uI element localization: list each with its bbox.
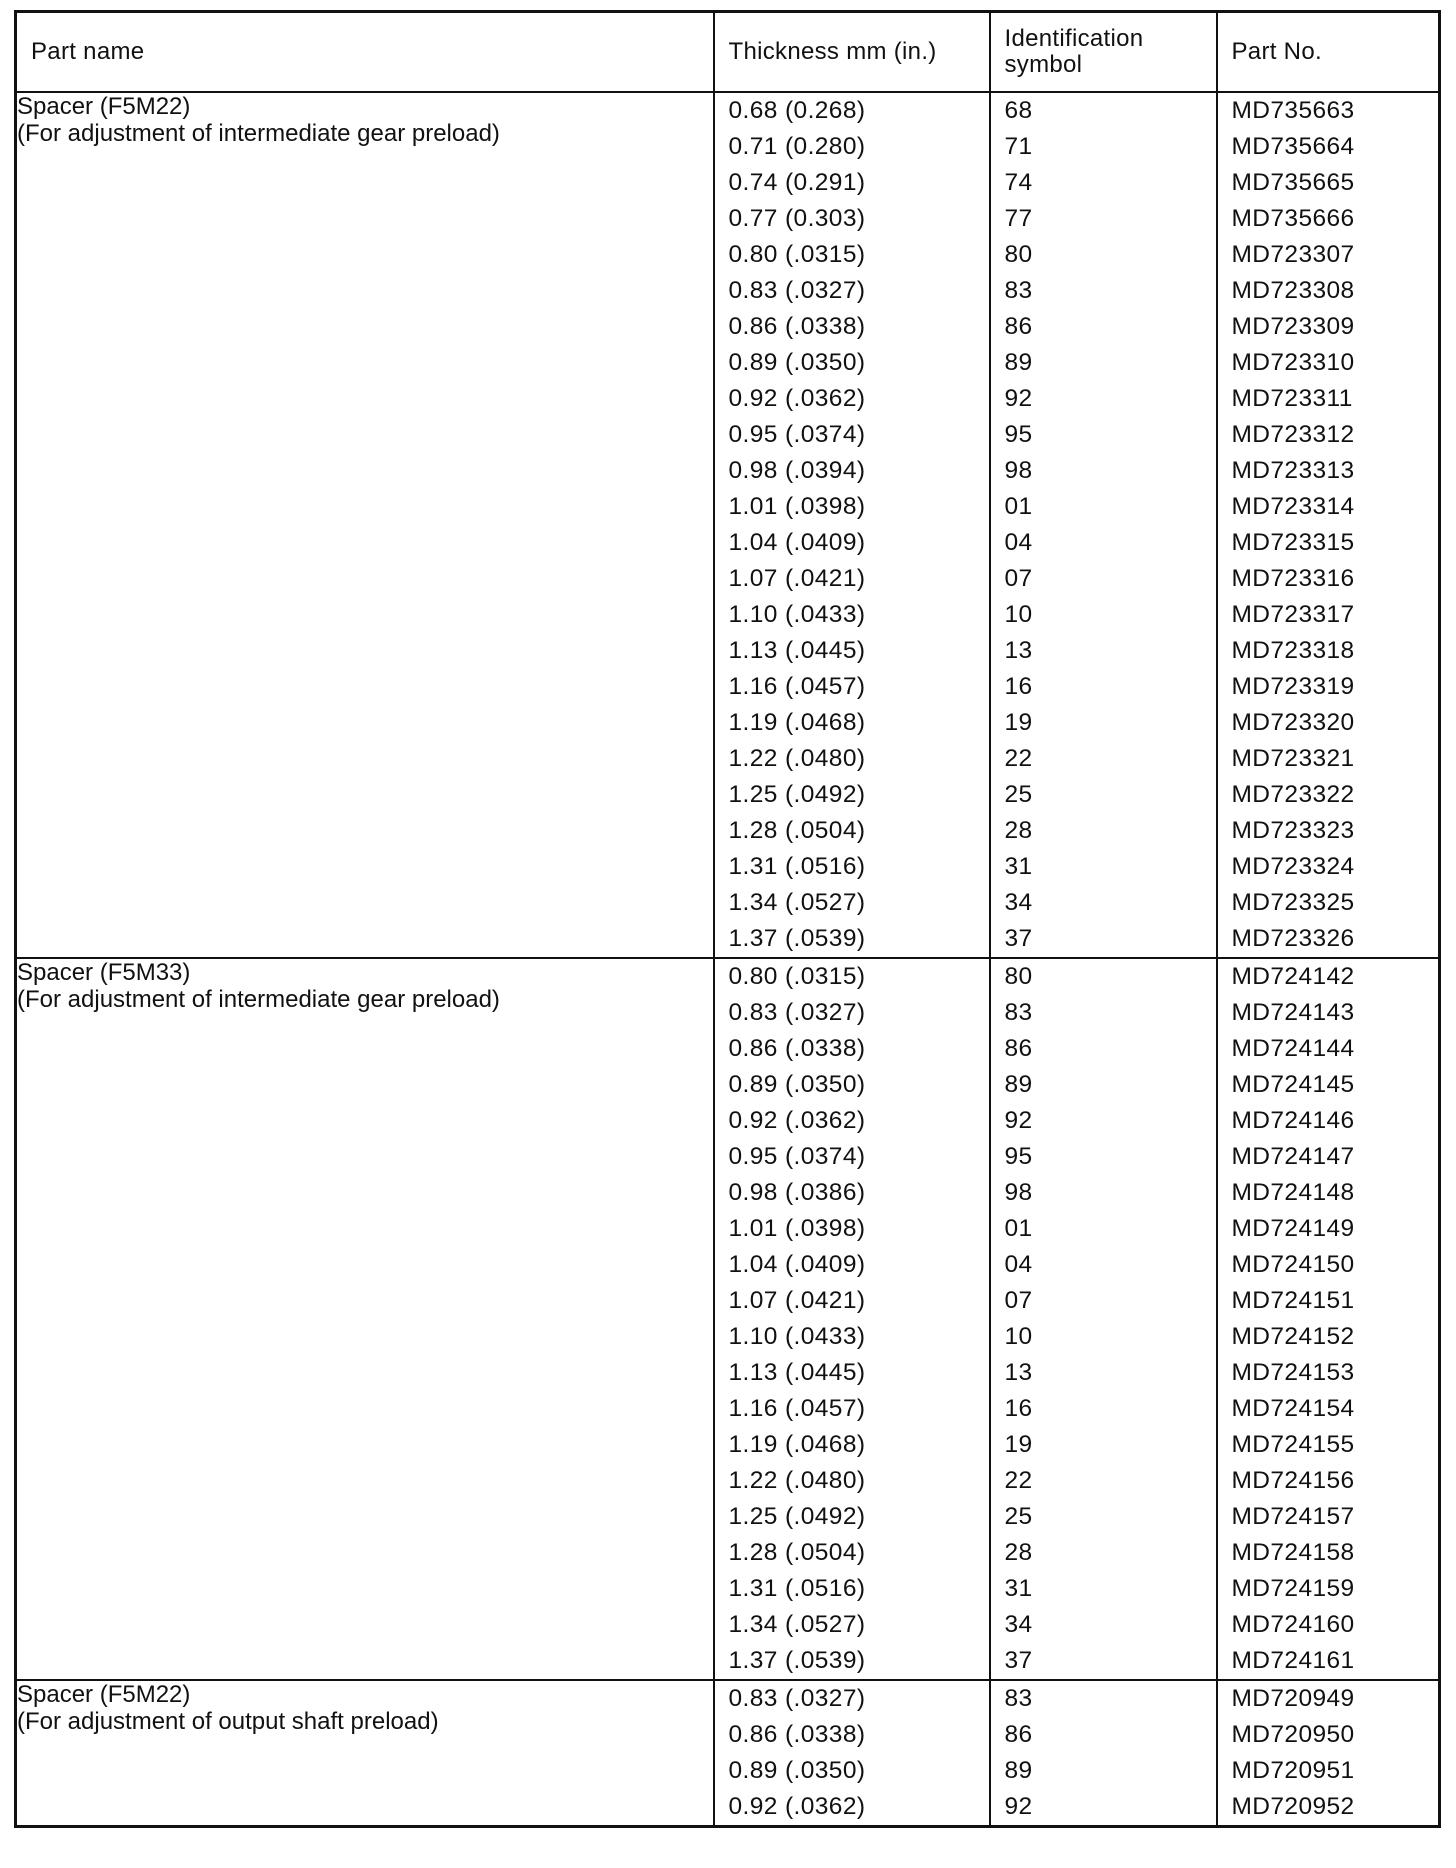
thickness-list bbox=[715, 1681, 989, 1825]
thickness-value: 0.98 (.0394) bbox=[728, 457, 866, 484]
part-number-value: MD724151 bbox=[1231, 1287, 1355, 1314]
identification-symbol-value: 25 bbox=[1004, 1503, 1033, 1530]
spacer-group-row bbox=[16, 92, 1440, 958]
header-identification-symbol bbox=[990, 12, 1217, 93]
header-thickness-label: Thickness mm (in.) bbox=[728, 38, 937, 65]
part-number-value: MD724156 bbox=[1231, 1467, 1355, 1494]
thickness-value: 1.04 (.0409) bbox=[728, 529, 866, 556]
identification-symbol-value: 83 bbox=[1004, 1685, 1033, 1712]
part-number-value: MD735663 bbox=[1231, 97, 1355, 124]
identification-symbol-value: 86 bbox=[1004, 313, 1033, 340]
part-number-value: MD724158 bbox=[1231, 1539, 1355, 1566]
part-number-value: MD724154 bbox=[1231, 1395, 1355, 1422]
identification-symbol-value: 89 bbox=[1004, 1071, 1033, 1098]
part-number-value: MD723326 bbox=[1231, 925, 1355, 952]
identification-symbol-value: 31 bbox=[1004, 853, 1033, 880]
thickness-value: 1.01 (.0398) bbox=[728, 493, 866, 520]
part-number-value: MD723320 bbox=[1231, 709, 1355, 736]
part-number-value: MD720952 bbox=[1231, 1793, 1355, 1820]
thickness-value: 1.22 (.0480) bbox=[728, 1467, 866, 1494]
thickness-value: 1.16 (.0457) bbox=[728, 673, 866, 700]
part-number-value: MD724153 bbox=[1231, 1359, 1355, 1386]
part-number-value: MD723324 bbox=[1231, 853, 1355, 880]
thickness-value: 0.80 (.0315) bbox=[728, 241, 866, 268]
identification-symbol-value: 80 bbox=[1004, 963, 1033, 990]
part-number-value: MD724145 bbox=[1231, 1071, 1355, 1098]
thickness-value: 1.22 (.0480) bbox=[728, 745, 866, 772]
part-number-value: MD723322 bbox=[1231, 781, 1355, 808]
part-number-value: MD735665 bbox=[1231, 169, 1355, 196]
part-number-list bbox=[1218, 93, 1439, 957]
part-number-value: MD723321 bbox=[1231, 745, 1355, 772]
thickness-value: 1.13 (.0445) bbox=[728, 1359, 866, 1386]
part-number-value: MD724159 bbox=[1231, 1575, 1355, 1602]
thickness-value: 1.25 (.0492) bbox=[728, 1503, 866, 1530]
identification-symbol-list-cell bbox=[990, 958, 1217, 1680]
part-number-value: MD720950 bbox=[1231, 1721, 1355, 1748]
part-number-value: MD735664 bbox=[1231, 133, 1355, 160]
part-number-value: MD735666 bbox=[1231, 205, 1355, 232]
thickness-value: 0.92 (.0362) bbox=[728, 385, 866, 412]
thickness-value: 1.07 (.0421) bbox=[728, 565, 866, 592]
identification-symbol-value: 01 bbox=[1004, 493, 1033, 520]
thickness-value: 0.83 (.0327) bbox=[728, 277, 866, 304]
part-number-value: MD723313 bbox=[1231, 457, 1355, 484]
header-part-name bbox=[16, 12, 714, 93]
thickness-value: 1.07 (.0421) bbox=[728, 1287, 866, 1314]
header-part-no bbox=[1217, 12, 1440, 93]
identification-symbol-value: 98 bbox=[1004, 457, 1033, 484]
header-part-name-label: Part name bbox=[31, 38, 145, 65]
thickness-value: 0.95 (.0374) bbox=[728, 421, 866, 448]
part-number-value: MD723308 bbox=[1231, 277, 1355, 304]
part-number-value: MD724161 bbox=[1231, 1647, 1355, 1674]
identification-symbol-value: 10 bbox=[1004, 1323, 1033, 1350]
part-number-list-cell bbox=[1217, 958, 1440, 1680]
thickness-value: 0.77 (0.303) bbox=[728, 205, 866, 232]
thickness-value: 0.98 (.0386) bbox=[728, 1179, 866, 1206]
thickness-value: 1.10 (.0433) bbox=[728, 1323, 866, 1350]
part-number-value: MD720951 bbox=[1231, 1757, 1355, 1784]
identification-symbol-value: 80 bbox=[1004, 241, 1033, 268]
header-part-no-label: Part No. bbox=[1231, 38, 1322, 65]
header-thickness bbox=[714, 12, 990, 93]
part-number-value: MD724160 bbox=[1231, 1611, 1355, 1638]
identification-symbol-value: 95 bbox=[1004, 421, 1033, 448]
identification-symbol-value: 19 bbox=[1004, 1431, 1033, 1458]
part-number-value: MD723307 bbox=[1231, 241, 1355, 268]
part-number-value: MD724150 bbox=[1231, 1251, 1355, 1278]
thickness-value: 0.92 (.0362) bbox=[728, 1793, 866, 1820]
thickness-value: 0.89 (.0350) bbox=[728, 1071, 866, 1098]
identification-symbol-value: 86 bbox=[1004, 1035, 1033, 1062]
thickness-value: 1.01 (.0398) bbox=[728, 1215, 866, 1242]
part-purpose: (For adjustment of output shaft preload) bbox=[17, 1708, 439, 1735]
spacer-table-sheet bbox=[14, 10, 1438, 1860]
thickness-value: 1.34 (.0527) bbox=[728, 1611, 866, 1638]
identification-symbol-list-cell bbox=[990, 1680, 1217, 1827]
part-name-cell bbox=[16, 92, 714, 958]
thickness-value: 0.95 (.0374) bbox=[728, 1143, 866, 1170]
identification-symbol-value: 89 bbox=[1004, 1757, 1033, 1784]
part-number-value: MD723325 bbox=[1231, 889, 1355, 916]
part-number-value: MD723309 bbox=[1231, 313, 1355, 340]
identification-symbol-value: 92 bbox=[1004, 1107, 1033, 1134]
identification-symbol-value: 34 bbox=[1004, 889, 1033, 916]
identification-symbol-value: 74 bbox=[1004, 169, 1033, 196]
thickness-value: 0.80 (.0315) bbox=[728, 963, 866, 990]
identification-symbol-value: 16 bbox=[1004, 673, 1033, 700]
identification-symbol-value: 07 bbox=[1004, 565, 1033, 592]
header-identification-line1: Identification bbox=[1004, 25, 1144, 52]
spacer-group-row bbox=[16, 1680, 1440, 1827]
part-number-value: MD723315 bbox=[1231, 529, 1355, 556]
identification-symbol-value: 13 bbox=[1004, 637, 1033, 664]
thickness-value: 1.31 (.0516) bbox=[728, 853, 866, 880]
part-number-value: MD723323 bbox=[1231, 817, 1355, 844]
spacer-group-row bbox=[16, 958, 1440, 1680]
identification-symbol-value: 10 bbox=[1004, 601, 1033, 628]
part-number-value: MD724144 bbox=[1231, 1035, 1355, 1062]
thickness-value: 1.28 (.0504) bbox=[728, 1539, 866, 1566]
part-name-cell bbox=[16, 958, 714, 1680]
thickness-value: 0.86 (.0338) bbox=[728, 313, 866, 340]
thickness-value: 1.34 (.0527) bbox=[728, 889, 866, 916]
identification-symbol-value: 34 bbox=[1004, 1611, 1033, 1638]
identification-symbol-value: 83 bbox=[1004, 999, 1033, 1026]
identification-symbol-value: 25 bbox=[1004, 781, 1033, 808]
thickness-value: 1.04 (.0409) bbox=[728, 1251, 866, 1278]
identification-symbol-value: 22 bbox=[1004, 745, 1033, 772]
thickness-value: 1.13 (.0445) bbox=[728, 637, 866, 664]
part-name: Spacer (F5M33) bbox=[17, 959, 191, 986]
part-number-value: MD723318 bbox=[1231, 637, 1355, 664]
thickness-value: 1.10 (.0433) bbox=[728, 601, 866, 628]
identification-symbol-value: 19 bbox=[1004, 709, 1033, 736]
identification-symbol-value: 77 bbox=[1004, 205, 1033, 232]
part-number-list bbox=[1218, 959, 1439, 1679]
identification-symbol-value: 04 bbox=[1004, 1251, 1033, 1278]
identification-symbol-value: 01 bbox=[1004, 1215, 1033, 1242]
thickness-value: 0.83 (.0327) bbox=[728, 999, 866, 1026]
part-number-value: MD723319 bbox=[1231, 673, 1355, 700]
thickness-list bbox=[715, 959, 989, 1679]
identification-symbol-value: 92 bbox=[1004, 385, 1033, 412]
identification-symbol-value: 07 bbox=[1004, 1287, 1033, 1314]
part-number-value: MD724155 bbox=[1231, 1431, 1355, 1458]
thickness-value: 1.37 (.0539) bbox=[728, 1647, 866, 1674]
part-name-cell bbox=[16, 1680, 714, 1827]
part-purpose: (For adjustment of intermediate gear preload) bbox=[17, 120, 500, 147]
part-purpose: (For adjustment of intermediate gear preload) bbox=[17, 986, 500, 1013]
thickness-value: 0.86 (.0338) bbox=[728, 1035, 866, 1062]
part-number-value: MD723316 bbox=[1231, 565, 1355, 592]
part-number-value: MD723314 bbox=[1231, 493, 1355, 520]
part-number-value: MD724157 bbox=[1231, 1503, 1355, 1530]
thickness-value: 1.37 (.0539) bbox=[728, 925, 866, 952]
thickness-value: 0.68 (0.268) bbox=[728, 97, 866, 124]
spacer-parts-table bbox=[14, 10, 1441, 1828]
thickness-value: 0.83 (.0327) bbox=[728, 1685, 866, 1712]
identification-symbol-value: 13 bbox=[1004, 1359, 1033, 1386]
thickness-value: 1.19 (.0468) bbox=[728, 709, 866, 736]
header-row bbox=[16, 12, 1440, 93]
part-number-value: MD723310 bbox=[1231, 349, 1355, 376]
part-number-value: MD723312 bbox=[1231, 421, 1355, 448]
thickness-value: 1.31 (.0516) bbox=[728, 1575, 866, 1602]
identification-symbol-list bbox=[991, 1681, 1216, 1825]
identification-symbol-list-cell bbox=[990, 92, 1217, 958]
identification-symbol-value: 83 bbox=[1004, 277, 1033, 304]
part-number-list bbox=[1218, 1681, 1439, 1825]
identification-symbol-value: 95 bbox=[1004, 1143, 1033, 1170]
thickness-value: 1.25 (.0492) bbox=[728, 781, 866, 808]
part-name: Spacer (F5M22) bbox=[17, 93, 191, 120]
thickness-value: 0.92 (.0362) bbox=[728, 1107, 866, 1134]
thickness-value: 0.89 (.0350) bbox=[728, 349, 866, 376]
identification-symbol-list bbox=[991, 959, 1216, 1679]
identification-symbol-list bbox=[991, 93, 1216, 957]
part-number-value: MD723317 bbox=[1231, 601, 1355, 628]
identification-symbol-value: 22 bbox=[1004, 1467, 1033, 1494]
part-number-value: MD724152 bbox=[1231, 1323, 1355, 1350]
thickness-value: 1.28 (.0504) bbox=[728, 817, 866, 844]
part-number-value: MD724147 bbox=[1231, 1143, 1355, 1170]
thickness-value: 1.16 (.0457) bbox=[728, 1395, 866, 1422]
identification-symbol-value: 16 bbox=[1004, 1395, 1033, 1422]
identification-symbol-value: 28 bbox=[1004, 1539, 1033, 1566]
table-body bbox=[16, 92, 1440, 1827]
part-number-list-cell bbox=[1217, 1680, 1440, 1827]
identification-symbol-value: 98 bbox=[1004, 1179, 1033, 1206]
part-number-value: MD724143 bbox=[1231, 999, 1355, 1026]
thickness-value: 1.19 (.0468) bbox=[728, 1431, 866, 1458]
identification-symbol-value: 92 bbox=[1004, 1793, 1033, 1820]
part-number-value: MD723311 bbox=[1231, 385, 1353, 412]
thickness-list-cell bbox=[714, 1680, 990, 1827]
part-number-value: MD724148 bbox=[1231, 1179, 1355, 1206]
part-number-value: MD720949 bbox=[1231, 1685, 1355, 1712]
thickness-list-cell bbox=[714, 958, 990, 1680]
identification-symbol-value: 89 bbox=[1004, 349, 1033, 376]
identification-symbol-value: 04 bbox=[1004, 529, 1033, 556]
part-number-value: MD724142 bbox=[1231, 963, 1355, 990]
thickness-value: 0.74 (0.291) bbox=[728, 169, 866, 196]
thickness-value: 0.89 (.0350) bbox=[728, 1757, 866, 1784]
identification-symbol-value: 31 bbox=[1004, 1575, 1033, 1602]
part-number-value: MD724149 bbox=[1231, 1215, 1355, 1242]
identification-symbol-value: 28 bbox=[1004, 817, 1033, 844]
thickness-value: 0.86 (.0338) bbox=[728, 1721, 866, 1748]
part-name: Spacer (F5M22) bbox=[17, 1681, 191, 1708]
identification-symbol-value: 71 bbox=[1004, 133, 1033, 160]
identification-symbol-value: 37 bbox=[1004, 1647, 1033, 1674]
part-number-list-cell bbox=[1217, 92, 1440, 958]
thickness-list bbox=[715, 93, 989, 957]
part-number-value: MD724146 bbox=[1231, 1107, 1355, 1134]
header-identification-line2: symbol bbox=[1004, 51, 1083, 78]
identification-symbol-value: 68 bbox=[1004, 97, 1033, 124]
identification-symbol-value: 86 bbox=[1004, 1721, 1033, 1748]
thickness-list-cell bbox=[714, 92, 990, 958]
thickness-value: 0.71 (0.280) bbox=[728, 133, 866, 160]
identification-symbol-value: 37 bbox=[1004, 925, 1033, 952]
